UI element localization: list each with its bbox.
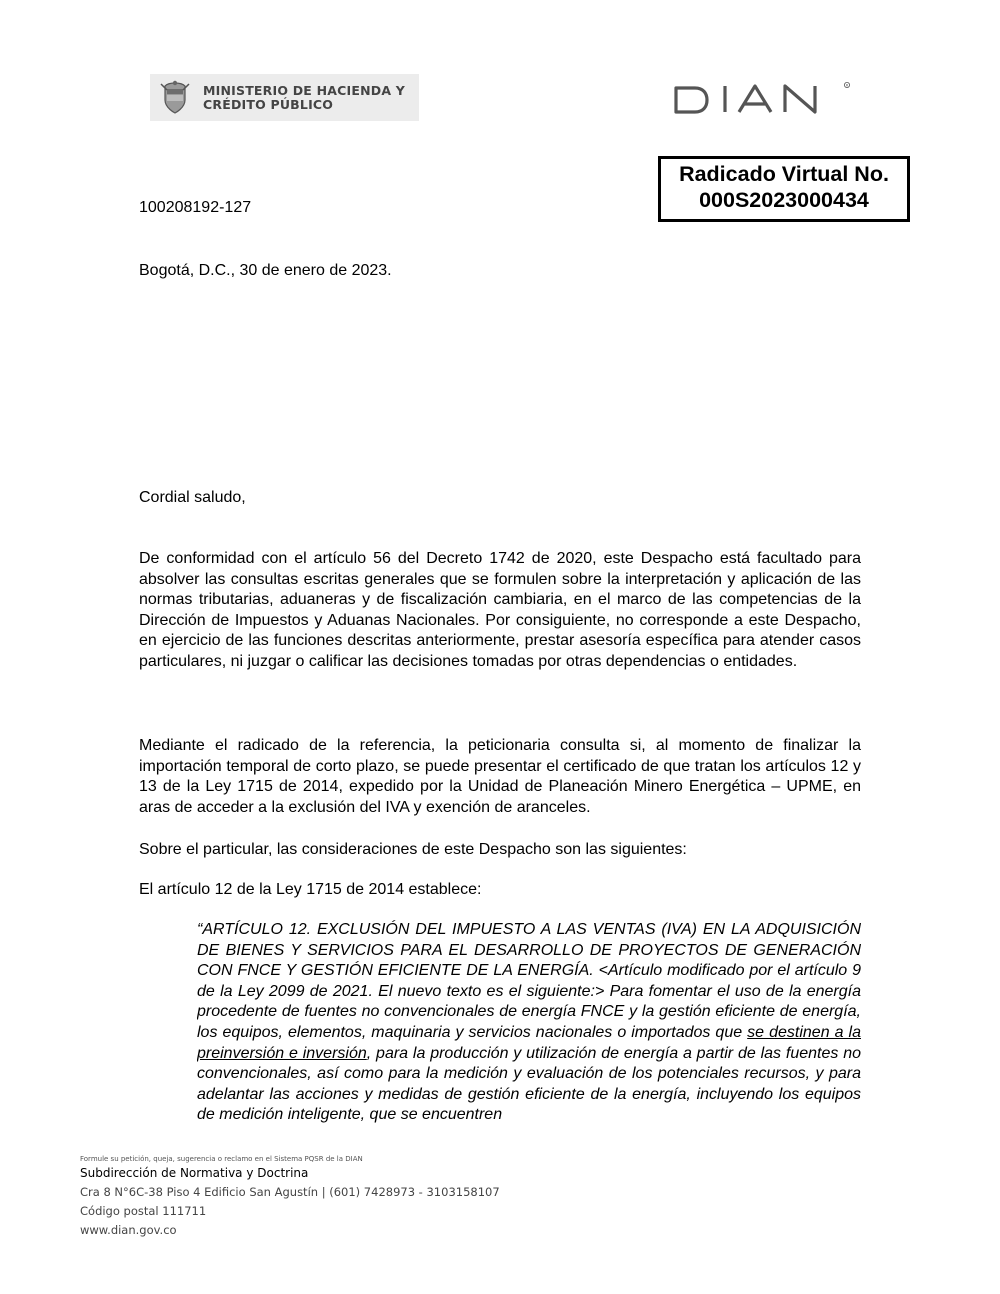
footer-postal-code: Código postal 111711 bbox=[80, 1204, 207, 1218]
date-line: Bogotá, D.C., 30 de enero de 2023. bbox=[139, 262, 392, 279]
salutation: Cordial saludo, bbox=[139, 489, 246, 506]
quoted-article bbox=[197, 920, 861, 1126]
footer-website: www.dian.gov.co bbox=[80, 1223, 177, 1237]
footer-note: Formule su petición, queja, sugerencia o reclamo en el Sistema PQSR de la DIAN bbox=[80, 1155, 363, 1163]
paragraph-query: Mediante el radicado de la referencia, la peticionaria consulta si, al momento de finalizar la importación temporal de corto plazo, se puede presentar el certificado de que tratan los artículos 12 y 13 de la Ley 1715 de 2014, expedido por la Unidad de Planeación Minero Energética – UPME, en aras de acceder a la exclusión del IVA y exención de aranceles. bbox=[139, 737, 861, 816]
svg-text:R: R bbox=[845, 83, 849, 88]
footer bbox=[80, 1154, 500, 1240]
ministry-name-line2: CRÉDITO PÚBLICO bbox=[203, 96, 334, 112]
quote-text-part2: , para la producción y utilización de energía a partir de las fuentes no convencionales, así como para la medición y evaluación de los potenciales recursos, y para adelantar las acciones y medidas de gestión eficiente de la energía, incluyendo los equipos de medición inteligente, que se encuentren bbox=[197, 1044, 861, 1124]
radicado-number: 000S2023000434 bbox=[699, 188, 869, 212]
paragraph-article-intro: El artículo 12 de la Ley 1715 de 2014 establece: bbox=[139, 881, 482, 898]
ministry-name bbox=[203, 84, 405, 112]
reference-number: 100208192-127 bbox=[139, 199, 252, 216]
quote-underlined-text: se destinen a la preinversión e inversión bbox=[197, 1023, 861, 1062]
dian-logo bbox=[673, 80, 853, 116]
paragraph-competence: De conformidad con el artículo 56 del Decreto 1742 de 2020, este Despacho está facultado para absolver las consultas escritas generales que se formulen sobre la interpretación y aplicación de las normas tributarias, aduaneras y de fiscalización cambiaria, en el marco de las competencias de la Dirección de Impuestos y Aduanas Nacionales. Por consiguiente, no corresponde a este Despacho, en ejercicio de las funciones descritas anteriormente, prestar asesoría específica para atender casos particulares, ni juzgar o calificar las decisiones tomadas por otras dependencias o entidades. bbox=[139, 550, 861, 670]
radicado-label: Radicado Virtual No. bbox=[679, 162, 889, 186]
ministry-name-line1: MINISTERIO DE HACIENDA Y bbox=[203, 82, 406, 98]
footer-department: Subdirección de Normativa y Doctrina bbox=[80, 1166, 309, 1180]
radicado-box bbox=[658, 156, 910, 222]
footer-address: Cra 8 N°6C-38 Piso 4 Edificio San Agustín | (601) 7428973 - 3103158107 bbox=[80, 1185, 500, 1199]
coat-of-arms-icon bbox=[159, 80, 191, 116]
quote-text-part1: “ARTÍCULO 12. EXCLUSIÓN DEL IMPUESTO A LAS VENTAS (IVA) EN LA ADQUISICIÓN DE BIENES Y SERVICIOS PARA EL DESARROLLO DE PROYECTOS DE GENERACIÓN CON FNCE Y GESTIÓN EFICIENTE DE LA ENERGÍA. <Artículo modificado por el artículo 9 de la Ley 2099 de 2021. El nuevo texto es el siguiente:> Para fomentar el uso de la energía procedente de fuentes no convencionales de energía FNCE y la gestión eficiente de energía, los equipos, elementos, maquinaria y servicios nacionales o importados que bbox=[197, 921, 861, 1041]
paragraph-considerations: Sobre el particular, las consideraciones de este Despacho son las siguientes: bbox=[139, 841, 687, 858]
ministry-logo bbox=[150, 74, 419, 121]
